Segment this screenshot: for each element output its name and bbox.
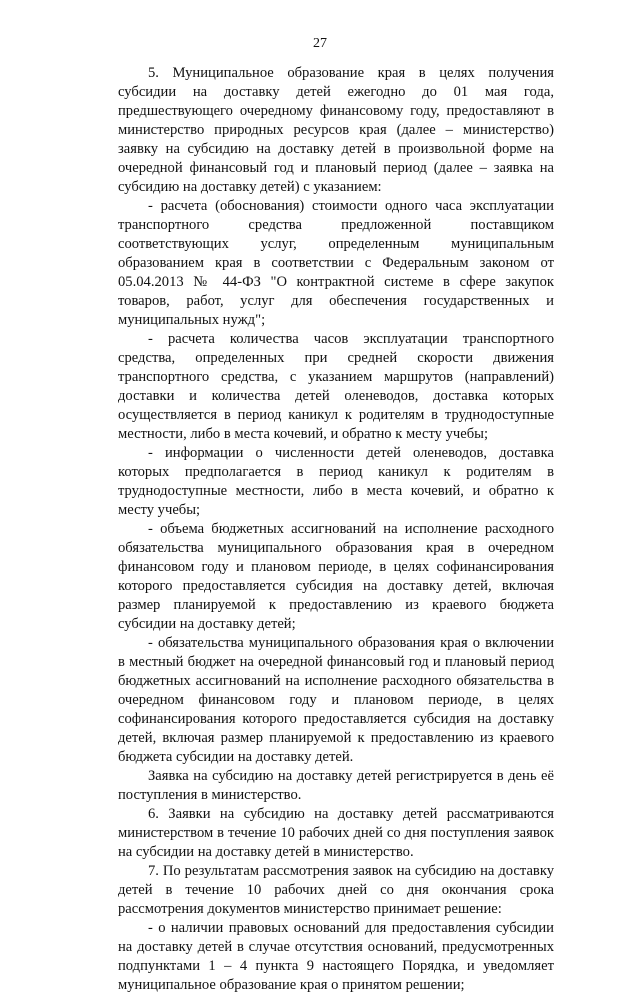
list-item-budget-obligation: - обязательства муниципального образования края о включении в местный бюджет на очередной финансовый год и плановый период бюджетных ассигнований на исполнение расходного обязательства в очередном финансовом году и плановом периоде, в целях софинансирования которого предоставляется субсидия на доставку детей, включая размер планируемой к предоставлению из краевого бюджета субсидии на доставку детей. [118, 635, 554, 765]
paragraph-registration: Заявка на субсидию на доставку детей регистрируется в день её поступления в министерство. [118, 768, 554, 803]
page-number: 27 [313, 36, 327, 51]
list-item-hours-calculation: - расчета количества часов эксплуатации транспортного средства, определенных при средней скорости движения транспортного средства, с указанием маршрутов (направлений) доставки и количества детей оленеводов, доставка которых осуществляется в период каникул к родителям в труднодоступные местности, либо в места кочевий, и обратно к месту учебы; [118, 331, 554, 442]
list-item-cost-calculation: - расчета (обоснования) стоимости одного часа эксплуатации транспортного средства предложенной поставщиком соответствующих услуг, определенным муниципальным образованием края в соответствии с Федеральным законом от 05.04.2013 № 44-ФЗ "О контрактной системе в сфере закупок товаров, работ, услуг для обеспечения государственных и муниципальных нужд"; [118, 198, 554, 328]
list-item-children-count: - информации о численности детей оленеводов, доставка которых предполагается в период каникул к родителям в труднодоступные местности, либо в места кочевий, и обратно к месту учебы; [118, 445, 554, 518]
list-item-legal-grounds: - о наличии правовых оснований для предоставления субсидии на доставку детей в случае отсутствия оснований, предусмотренных подпунктами 1 – 4 пункта 9 настоящего Порядка, и уведомляет муниципальное образование края о принятом решении; [118, 920, 554, 993]
paragraph-item-6: 6. Заявки на субсидию на доставку детей рассматриваются министерством в течение 10 рабочих дней со дня поступления заявок на субсидии на доставку детей в министерство. [118, 806, 554, 860]
paragraph-item-7: 7. По результатам рассмотрения заявок на субсидию на доставку детей в течение 10 рабочих дней со дня окончания срока рассмотрения документов министерство принимает решение: [118, 863, 554, 917]
document-body [118, 64, 554, 995]
paragraph-item-5: 5. Муниципальное образование края в целях получения субсидии на доставку детей ежегодно до 01 мая года, предшествующего очередному финансовому году, предоставляют в министерство природных ресурсов края (далее – министерство) заявку на субсидию на доставку детей в произвольной форме на очередной финансовый год и плановый период (далее – заявка на субсидию на доставку детей) с указанием: [118, 65, 554, 195]
list-item-budget-volume: - объема бюджетных ассигнований на исполнение расходного обязательства муниципального образования края в очередном финансовом году и плановом периоде, в целях софинансирования которого предоставляется субсидия на доставку детей, включая размер планируемой к предоставлению из краевого бюджета субсидии на доставку детей; [118, 521, 554, 632]
